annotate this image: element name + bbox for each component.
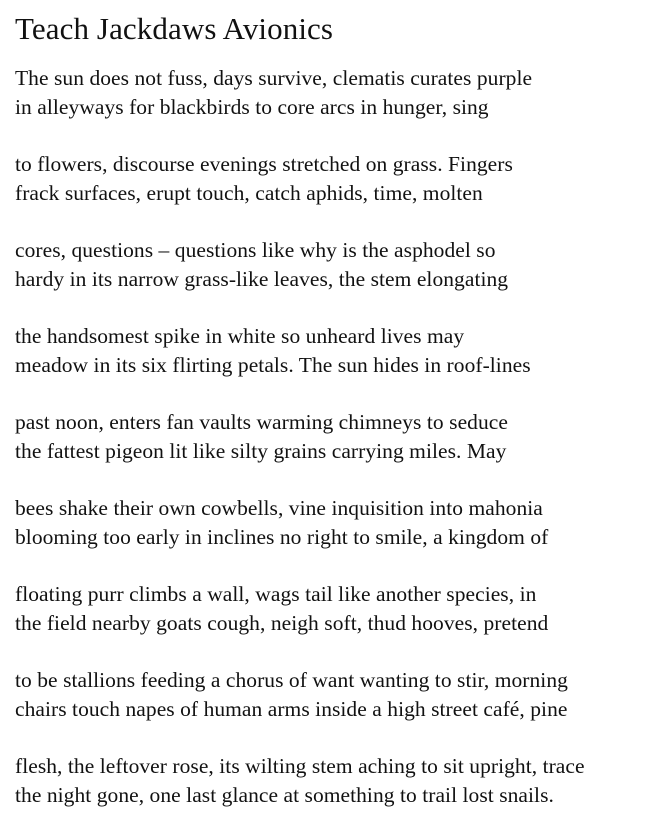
poem-line: hardy in its narrow grass-like leaves, the stem elongating [15, 267, 509, 291]
poem-line: to be stallions feeding a chorus of want wanting to stir, morning [15, 668, 568, 692]
poem-body [15, 64, 640, 838]
poem-title: Teach Jackdaws Avionics [15, 11, 334, 46]
stanza-5 [15, 408, 640, 494]
stanza-3 [15, 236, 640, 322]
stanza-1 [15, 64, 640, 150]
poem-line: the field nearby goats cough, neigh soft, thud hooves, pretend [15, 611, 549, 635]
poem-line: blooming too early in inclines no right to smile, a kingdom of [15, 525, 549, 549]
stanza-2 [15, 150, 640, 236]
poem-line: The sun does not fuss, days survive, clematis curates purple [15, 66, 533, 90]
poem-line: flesh, the leftover rose, its wilting stem aching to sit upright, trace [15, 754, 585, 778]
poem-line: bees shake their own cowbells, vine inquisition into mahonia [15, 496, 543, 520]
stanza-4 [15, 322, 640, 408]
stanza-8 [15, 666, 640, 752]
poem-line: chairs touch napes of human arms inside a high street café, pine [15, 697, 568, 721]
stanza-9 [15, 752, 640, 838]
poem-line: frack surfaces, erupt touch, catch aphids, time, molten [15, 181, 483, 205]
stanza-7 [15, 580, 640, 666]
poem-line: in alleyways for blackbirds to core arcs in hunger, sing [15, 95, 489, 119]
poem-line: the night gone, one last glance at something to trail lost snails. [15, 783, 554, 807]
poem-line: floating purr climbs a wall, wags tail like another species, in [15, 582, 537, 606]
poem-line: the handsomest spike in white so unheard lives may [15, 324, 465, 348]
stanza-6 [15, 494, 640, 580]
poem-line: meadow in its six flirting petals. The sun hides in roof-lines [15, 353, 531, 377]
poem-line: cores, questions – questions like why is the asphodel so [15, 238, 496, 262]
poem-line: past noon, enters fan vaults warming chimneys to seduce [15, 410, 508, 434]
poem-line: to flowers, discourse evenings stretched on grass. Fingers [15, 152, 513, 176]
poem-line: the fattest pigeon lit like silty grains carrying miles. May [15, 439, 507, 463]
